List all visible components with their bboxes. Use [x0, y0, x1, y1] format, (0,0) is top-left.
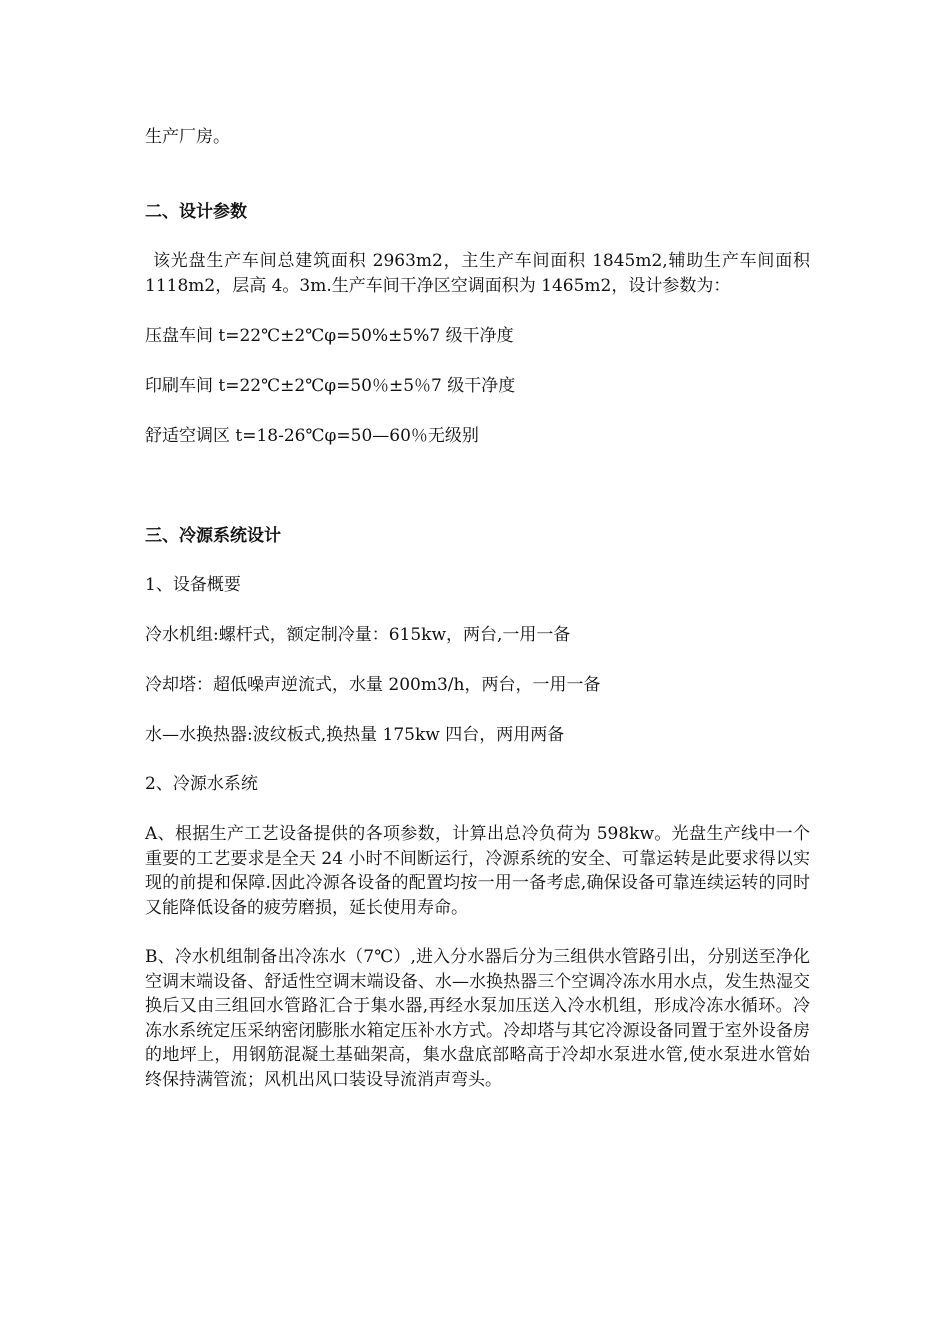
section-2-heading: 二、设计参数	[145, 202, 247, 222]
section-2-intro: 该光盘生产车间总建筑面积 2963m2，主生产车间面积 1845m2,辅助生产车间面积 1118m2，层高 4。3m.生产车间干净区空调面积为 1465m2，设计参数为：	[145, 251, 810, 296]
param-comfort-zone: 舒适空调区 t=18-26℃φ=50—60％无级别	[145, 426, 479, 446]
equipment-chiller: 冷水机组:螺杆式，额定制冷量：615kw，两台,一用一备	[145, 625, 571, 645]
param-pressing-room: 压盘车间 t=22℃±2℃φ=50%±5%7 级干净度	[145, 326, 514, 346]
subsection-1-heading: 1、设备概要	[145, 575, 241, 595]
section-3-heading: 三、冷源系统设计	[145, 526, 281, 546]
paragraph-a: A、根据生产工艺设备提供的各项参数，计算出总冷负荷为 598kw。光盘生产线中一个重要的工艺要求是全天 24 小时不间断运行，冷源系统的安全、可靠运转是此要求得以实现的前提和保障.因此冷源各设备的配置均按一用一备考虑,确保设备可靠连续运转的同时又能降低设备的疲劳磨损，延长使用寿命。	[145, 824, 810, 918]
subsection-2-heading: 2、冷源水系统	[145, 774, 258, 794]
param-printing-room: 印刷车间 t=22℃±2℃φ=50％±5％7 级干净度	[145, 376, 516, 396]
equipment-heat-exchanger: 水—水换热器:波纹板式,换热量 175kw 四台，两用两备	[145, 725, 565, 745]
equipment-cooling-tower: 冷却塔：超低噪声逆流式，水量 200m3/h，两台，一用一备	[145, 675, 601, 695]
intro-tail-text: 生产厂房。	[145, 127, 230, 147]
paragraph-b: B、冷水机组制备出冷冻水（7℃）,进入分水器后分为三组供水管路引出，分别送至净化空调末端设备、舒适性空调末端设备、水—水换热器三个空调冷冻水用水点，发生热湿交换后又由三组回水管路汇合于集水器,再经水泵加压送入冷水机组，形成冷冻水循环。冷冻水系统定压采纳密闭膨胀水箱定压补水方式。冷却塔与其它冷源设备同置于室外设备房的地坪上，用钢筋混凝土基础架高，集水盘底部略高于冷却水泵进水管,使水泵进水管始终保持满管流；风机出风口装设导流消声弯头。	[145, 947, 810, 1090]
